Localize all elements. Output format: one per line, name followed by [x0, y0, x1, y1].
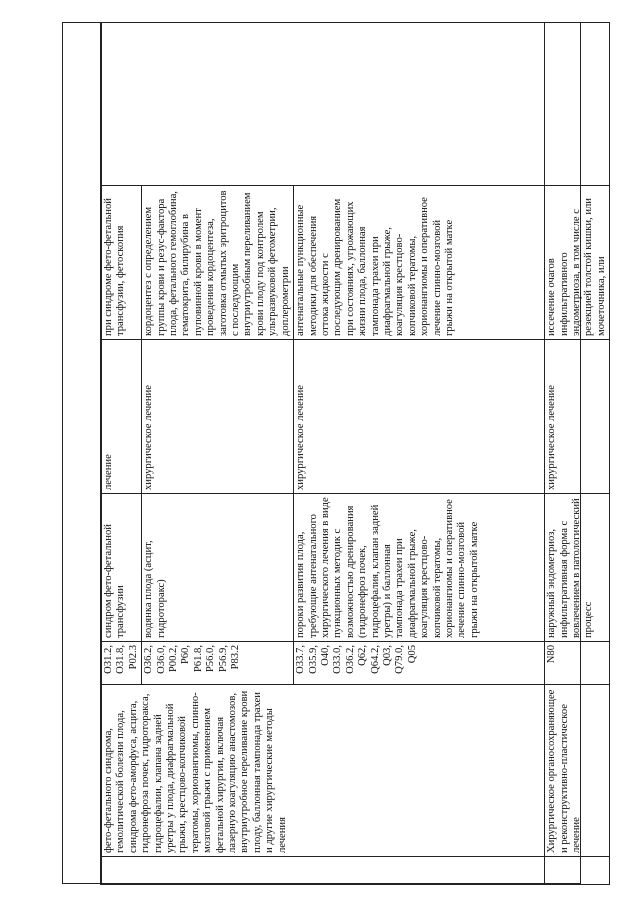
treatment-type-text: хирургическое лечение [546, 385, 558, 490]
treatment-type-cell [142, 340, 294, 494]
treatment-method-cell [142, 186, 294, 340]
cost-cell [102, 23, 545, 186]
treatment-method-cell [294, 186, 545, 340]
treatment-method-text: иссечение очагов инфильтративного эндометриоза, в том числе с резекцией толстой кишки, или мочеточника, или [546, 198, 607, 336]
row-number-cell [545, 857, 610, 885]
diagnosis-text: синдром фето-фетальной трансфузии [103, 524, 127, 638]
treatment-method-text: кордоцентез с определением группы крови и резус-фактора плода, фетального гемоглобина, гематокрита, билирубина в пуповинной крови в момент проведения кордоцентеза, заготовка отмытых эритроцитов с последующим внутриутробным переливанием крови плоду под контролем ультразвуковой фетометрии, доплерометрии [143, 190, 291, 336]
diagnosis-cell [545, 494, 610, 642]
procedure-table [101, 22, 610, 885]
method-group-text: фето-фетального синдрома, гемолитической болезни плода, синдрома фето-аморфуса, асцита, гидронефроза почек, гидроторакса, гидроцефалии, клапана задней уретры у плода, диафрагмальной грыжи, крестцово-копчиковой тератомы, хорионангиомы, спинно-мозговой грыжи с применением фетальной хирургии, включая лазерную коагуляцию анастомозов, внутриутробное переливание крови плоду, баллонная тампонада трахеи и другие хирургические методы лечения [103, 690, 288, 853]
icd-codes-text: N80 [546, 645, 558, 664]
header-band [63, 23, 101, 885]
treatment-type-text: хирургическое лечение [143, 385, 155, 490]
icd-codes-text: O31.2, O31.8, P02.3 [103, 645, 139, 674]
cost-cell [545, 23, 610, 186]
icd-codes-cell [545, 642, 610, 685]
treatment-type-cell [102, 340, 142, 494]
treatment-type-text: лечение [103, 454, 114, 490]
diagnosis-text: наружный эндометриоз, инфильтративная форма с вовлечением в патологический процесс [546, 498, 595, 638]
icd-codes-text: O33.7, O35.9, O40, O33.0, O36.2, Q62, Q64.2, Q03, Q79.0, Q05 [295, 645, 418, 674]
rotated-page [63, 23, 607, 885]
treatment-method-text: при синдроме фето-фетальной трансфузии, фетоскопия [103, 198, 127, 336]
table-row [545, 23, 610, 885]
icd-codes-cell [294, 642, 545, 685]
diagnosis-text: пороки развития плода, требующие антенатального хирургического лечения в виде пункционных методик с возможностью дренирования (гидронефроз почек, гидроцефалия, клапан задней уретры) и баллонная тампонада трахеи при диафрагмальной грыже, коагуляция крестцово-копчиковой тератомы, хорионангиомы и оперативное лечение спинно-мозговой грыжи на открытой матке [295, 497, 480, 638]
treatment-method-cell [545, 186, 610, 340]
table-row [102, 23, 142, 885]
row-number-cell [102, 857, 545, 885]
method-group-text: Хирургическое органосохраняющее и реконструктивно-пластическое лечение [546, 689, 582, 853]
treatment-method-text: антенатальные пункционные методики для обеспечения оттока жидкости с последующим дренированием при состояниях, угрожающих жизни плода, баллонная тампонада трахеи при диафрагмальной грыже, коагуляция крестцово-копчиковой тератомы, хорионангиомы и оперативное лечение спинно-мозговой грыжи на открытой матке [295, 197, 455, 336]
diagnosis-cell [102, 494, 142, 642]
diagnosis-cell [142, 494, 294, 642]
icd-codes-cell [102, 642, 142, 685]
treatment-method-cell [102, 186, 142, 340]
treatment-type-text: хирургическое лечение [295, 385, 307, 490]
method-group-cell [545, 685, 610, 857]
diagnosis-cell [294, 494, 545, 642]
treatment-type-cell [294, 340, 545, 494]
treatment-type-cell [545, 340, 610, 494]
method-group-cell [102, 685, 545, 857]
diagnosis-text: водянка плода (асцит, гидроторакс) [143, 540, 167, 638]
page-frame [62, 22, 607, 884]
icd-codes-text: O36.2, O36.0, P00.2, P60, P61.8, P56.0, P56.9, P83.2 [143, 645, 242, 674]
icd-codes-cell [142, 642, 294, 685]
